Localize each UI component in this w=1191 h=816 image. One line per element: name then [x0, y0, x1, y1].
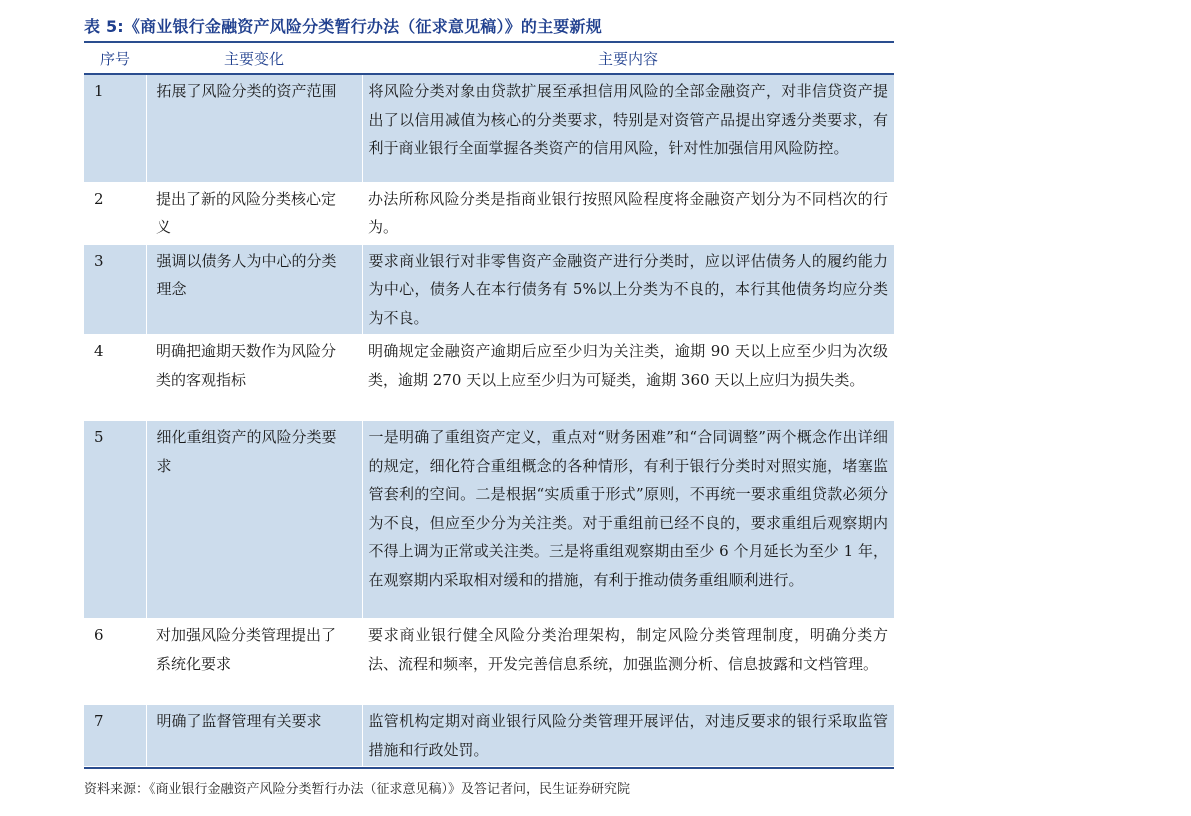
row-change: 拓展了风险分类的资产范围 — [146, 74, 362, 182]
table-row — [84, 182, 894, 244]
row-change: 细化重组资产的风险分类要求 — [146, 421, 362, 619]
table-row — [84, 74, 894, 182]
row-content: 将风险分类对象由贷款扩展至承担信用风险的全部金融资产，对非信贷资产提出了以信用减值为核心的分类要求，特别是对资管产品提出穿透分类要求，有利于商业银行全面掌握各类资产的信用风险，针对性加强信用风险防控。 — [362, 74, 894, 182]
header-number: 序号 — [84, 43, 146, 74]
row-content: 办法所称风险分类是指商业银行按照风险程度将金融资产划分为不同档次的行为。 — [362, 182, 894, 244]
regulation-table-container — [84, 41, 894, 769]
row-change: 明确把逾期天数作为风险分类的客观指标 — [146, 335, 362, 421]
regulation-table — [84, 43, 894, 767]
table-row — [84, 421, 894, 619]
row-number: 1 — [84, 74, 146, 182]
row-change: 提出了新的风险分类核心定义 — [146, 182, 362, 244]
row-change: 明确了监督管理有关要求 — [146, 705, 362, 767]
table-row — [84, 619, 894, 705]
row-content: 监管机构定期对商业银行风险分类管理开展评估，对违反要求的银行采取监管措施和行政处罚。 — [362, 705, 894, 767]
row-number: 2 — [84, 182, 146, 244]
row-number: 7 — [84, 705, 146, 767]
row-content: 要求商业银行对非零售资产金融资产进行分类时，应以评估债务人的履约能力为中心，债务人在本行债务有 5%以上分类为不良的，本行其他债务均应分类为不良。 — [362, 244, 894, 335]
source-note: 资料来源：《商业银行金融资产风险分类暂行办法（征求意见稿）》及答记者问，民生证券研究院 — [84, 782, 631, 797]
table-row — [84, 705, 894, 767]
row-number: 4 — [84, 335, 146, 421]
row-number: 3 — [84, 244, 146, 335]
row-change: 强调以债务人为中心的分类理念 — [146, 244, 362, 335]
header-content: 主要内容 — [362, 43, 894, 74]
row-content: 明确规定金融资产逾期后应至少归为关注类，逾期 90 天以上应至少归为次级类，逾期 270 天以上应至少归为可疑类，逾期 360 天以上应归为损失类。 — [362, 335, 894, 421]
table-header-row — [84, 43, 894, 74]
row-change: 对加强风险分类管理提出了系统化要求 — [146, 619, 362, 705]
header-change: 主要变化 — [146, 43, 362, 74]
table-row — [84, 244, 894, 335]
table-title: 表 5:《商业银行金融资产风险分类暂行办法（征求意见稿）》的主要新规 — [84, 17, 602, 36]
row-number: 6 — [84, 619, 146, 705]
row-content: 一是明确了重组资产定义，重点对“财务困难”和“合同调整”两个概念作出详细的规定，细化符合重组概念的各种情形，有利于银行分类时对照实施，堵塞监管套利的空间。二是根据“实质重于形式”原则，不再统一要求重组贷款必须分为不良，但应至少分为关注类。对于重组前已经不良的，要求重组后观察期内不得上调为正常或关注类。三是将重组观察期由至少 6 个月延长为至少 1 年，在观察期内采取相对缓和的措施，有利于推动债务重组顺利进行。 — [362, 421, 894, 619]
row-number: 5 — [84, 421, 146, 619]
table-row — [84, 335, 894, 421]
row-content: 要求商业银行健全风险分类治理架构，制定风险分类管理制度，明确分类方法、流程和频率，开发完善信息系统，加强监测分析、信息披露和文档管理。 — [362, 619, 894, 705]
